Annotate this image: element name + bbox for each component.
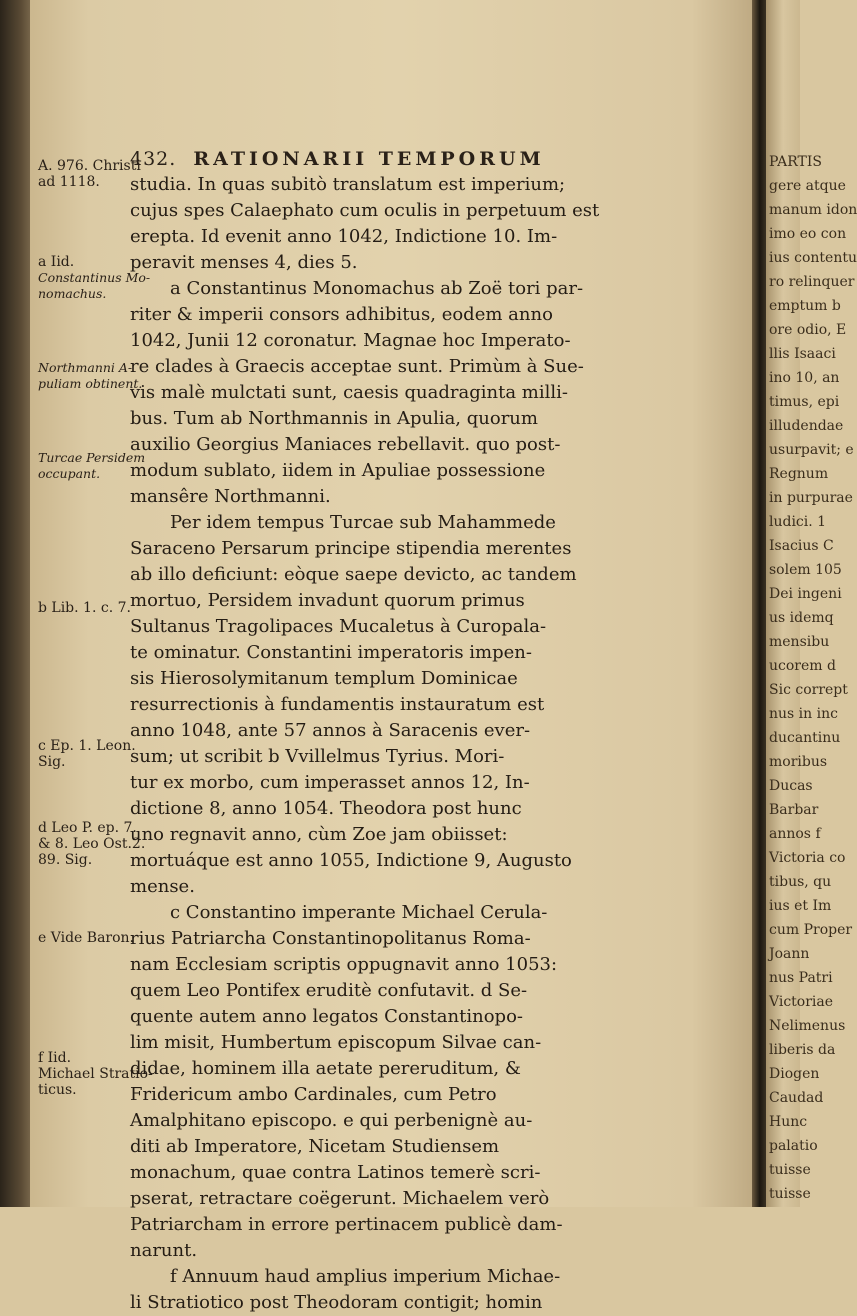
text-line: riter & imperii consors adhibitus, eodem anno: [130, 304, 553, 325]
text-line: Per idem tempus Turcae sub Mahammede: [170, 512, 556, 533]
text-line: bus. Tum ab Northmannis in Apulia, quorum: [130, 408, 538, 429]
next-page-fragment: gere atque: [769, 178, 846, 194]
next-page-fragment: tuisse: [769, 1162, 811, 1178]
margin-note-line: & 8. Leo Ost.2.: [38, 836, 146, 852]
next-page-fragment: Caudad: [769, 1090, 824, 1106]
text-line: sis Hierosolymitanum templum Dominicae: [130, 668, 518, 689]
margin-note-line: A. 976. Christi: [38, 158, 141, 174]
text-line: mortuo, Persidem invadunt quorum primus: [130, 590, 525, 611]
text-line: pserat, retractare coëgerunt. Michaelem verò: [130, 1188, 550, 1209]
next-page-fragment: solem 105: [769, 562, 842, 578]
next-page-fragment: manum idon: [769, 202, 857, 218]
text-line: nam Ecclesiam scriptis oppugnavit anno 1053:: [130, 954, 558, 975]
text-line: auxilio Georgius Maniaces rebellavit. quo post-: [130, 434, 561, 455]
next-page-fragment: Sic corrept: [769, 682, 848, 698]
text-line: resurrectionis à fundamentis instauratum est: [130, 694, 545, 715]
text-line: Fridericum ambo Cardinales, cum Petro: [130, 1084, 497, 1105]
text-line: mense.: [130, 876, 195, 897]
next-page-fragment: Joann: [769, 946, 810, 962]
margin-note-line: Constantinus Mo-: [38, 270, 151, 285]
margin-note-line: Sig.: [38, 754, 66, 770]
text-line: narunt.: [130, 1240, 198, 1261]
margin-note-line: occupant.: [38, 466, 101, 481]
margin-note-note-c: [38, 738, 136, 770]
text-line: diti ab Imperatore, Nicetam Studiensem: [130, 1136, 500, 1157]
next-page-fragment: ducantinu: [769, 730, 841, 746]
running-head: [130, 148, 750, 174]
next-page-fragment: Hunc: [769, 1114, 808, 1130]
next-page-fragment: ore odio, E: [769, 322, 847, 338]
text-line: Amalphitano episcopo. e qui perbenignè au-: [130, 1110, 533, 1131]
next-page-fragment: Victoriae: [769, 994, 834, 1010]
text-line: uno regnavit anno, cùm Zoe jam obiisset:: [130, 824, 508, 845]
next-page-fragment: timus, epi: [769, 394, 840, 410]
text-line: sum; ut scribit b Vvillelmus Tyrius. Mori-: [130, 746, 505, 767]
margin-note-line: e Vide Baron.: [38, 930, 134, 946]
text-line: f Annuum haud amplius imperium Michae-: [170, 1266, 561, 1287]
next-page-fragment: Dei ingeni: [769, 586, 842, 602]
next-page-fragment: cum Proper: [769, 922, 853, 938]
next-page-fragment: Diogen: [769, 1066, 820, 1082]
next-page-fragment: llis Isaaci: [769, 346, 836, 362]
next-page-fragment: mensibu: [769, 634, 830, 650]
text-line: lim misit, Humbertum episcopum Silvae can-: [130, 1032, 542, 1053]
next-page-edge: [766, 0, 857, 1207]
text-line: anno 1048, ante 57 annos à Saracenis ever-: [130, 720, 531, 741]
text-line: vis malè mulctati sunt, caesis quadraginta milli-: [130, 382, 568, 403]
margin-note-line: d Leo P. ep. 7.: [38, 820, 137, 836]
next-page-fragment: nus in inc: [769, 706, 838, 722]
margin-note-note-f: [38, 1050, 153, 1098]
text-line: peravit menses 4, dies 5.: [130, 252, 358, 273]
text-line: dictione 8, anno 1054. Theodora post hunc: [130, 798, 522, 819]
next-page-fragment: illudendae: [769, 418, 844, 434]
text-line: a Constantinus Monomachus ab Zoë tori par-: [170, 278, 584, 299]
margin-note-line: 89. Sig.: [38, 852, 93, 868]
margin-note-note-a: [38, 254, 136, 270]
page-spine: [752, 0, 766, 1207]
margin-note-turcae: [38, 450, 146, 482]
next-page-fragment: Victoria co: [769, 850, 846, 866]
text-line: modum sublato, iidem in Apuliae possessione: [130, 460, 546, 481]
margin-note-northmanni: [38, 360, 143, 392]
next-page-fragment: nus Patri: [769, 970, 833, 986]
text-line: Sultanus Tragolipaces Mucaletus à Curopala-: [130, 616, 547, 637]
text-line: c Constantino imperante Michael Cerula-: [170, 902, 548, 923]
text-line: rius Patriarcha Constantinopolitanus Roma-: [130, 928, 531, 949]
next-page-fragment: ius contentu: [769, 250, 857, 266]
next-page-fragment: Regnum: [769, 466, 829, 482]
next-page-fragment: tuisse: [769, 1186, 811, 1202]
text-line: Patriarcham in errore pertinacem publicè dam-: [130, 1214, 563, 1235]
text-line: Saraceno Persarum principe stipendia merentes: [130, 538, 572, 559]
text-line: mansêre Northmanni.: [130, 486, 331, 507]
text-line: quem Leo Pontifex eruditè confutavit. d Se-: [130, 980, 528, 1001]
running-title: RATIONARII TEMPORUM: [193, 148, 545, 170]
margin-note-line: Michael Stratio-: [38, 1066, 153, 1082]
text-line: te ominatur. Constantini imperatoris impen-: [130, 642, 532, 663]
text-line: re clades à Graecis acceptae sunt. Primùm à Sue-: [130, 356, 584, 377]
text-line: quente autem anno legatos Constantinopo-: [130, 1006, 523, 1027]
next-page-fragment: in purpurae: [769, 490, 853, 506]
text-line: ab illo deficiunt: eòque saepe devicto, ac tandem: [130, 564, 577, 585]
text-line: li Stratiotico post Theodoram contigit; homin: [130, 1292, 543, 1313]
next-page-fragment: emptum b: [769, 298, 841, 314]
margin-notes: [38, 0, 153, 1207]
text-line: monachum, quae contra Latinos temerè scri-: [130, 1162, 541, 1183]
next-page-fragment: ro relinquer: [769, 274, 855, 290]
next-page-fragment: liberis da: [769, 1042, 836, 1058]
next-page-fragment: ucorem d: [769, 658, 836, 674]
margin-note-line: c Ep. 1. Leon.: [38, 738, 136, 754]
text-line: studia. In quas subitò translatum est imperium;: [130, 174, 566, 195]
text-line: erepta. Id evenit anno 1042, Indictione 10. Im-: [130, 226, 558, 247]
next-page-fragment: moribus: [769, 754, 828, 770]
margin-note-note-b: [38, 600, 136, 616]
next-page-fragment: PARTIS: [769, 154, 822, 170]
margin-note-line: puliam obtinent.: [38, 376, 143, 391]
next-page-fragment: Nelimenus: [769, 1018, 846, 1034]
margin-note-line: ad 1118.: [38, 174, 100, 190]
next-page-fragment: tibus, qu: [769, 874, 832, 890]
margin-note-line: f Iid.: [38, 1050, 72, 1066]
margin-note-line: a Iid.: [38, 254, 75, 270]
next-page-fragment: usurpavit; e: [769, 442, 854, 458]
next-page-fragment: Ducas: [769, 778, 813, 794]
text-line: mortuáque est anno 1055, Indictione 9, Augusto: [130, 850, 572, 871]
next-page-fragment: Isacius C: [769, 538, 834, 554]
next-page-fragment: Barbar: [769, 802, 819, 818]
next-page-fragment: palatio: [769, 1138, 818, 1154]
margin-note-line: Northmanni A-: [38, 360, 133, 375]
next-page-fragment: us idemq: [769, 610, 834, 626]
next-page-fragment: ius et Im: [769, 898, 832, 914]
text-line: didae, hominem illa aetate pereruditum, &: [130, 1058, 521, 1079]
next-page-fragment: annos f: [769, 826, 821, 842]
margin-note-line: nomachus.: [38, 286, 107, 301]
margin-note-line: b Lib. 1. c. 7.: [38, 600, 131, 616]
margin-note-line: ticus.: [38, 1082, 77, 1098]
margin-note-note-d: [38, 820, 146, 868]
page-number: 432.: [130, 148, 177, 170]
text-line: cujus spes Calaephato cum oculis in perpetuum est: [130, 200, 600, 221]
next-page-fragment: ludici. 1: [769, 514, 827, 530]
margin-note-line: Turcae Persidem: [38, 450, 146, 465]
text-line: tur ex morbo, cum imperasset annos 12, In-: [130, 772, 530, 793]
next-page-fragment: imo eo con: [769, 226, 847, 242]
text-line: 1042, Junii 12 coronatur. Magnae hoc Imperato-: [130, 330, 571, 351]
margin-note-note-e: [38, 930, 136, 946]
margin-note-constantinus: [38, 270, 151, 302]
margin-note-year: [38, 158, 141, 190]
next-page-fragment: ino 10, an: [769, 370, 840, 386]
main-text-block: [130, 172, 750, 1316]
